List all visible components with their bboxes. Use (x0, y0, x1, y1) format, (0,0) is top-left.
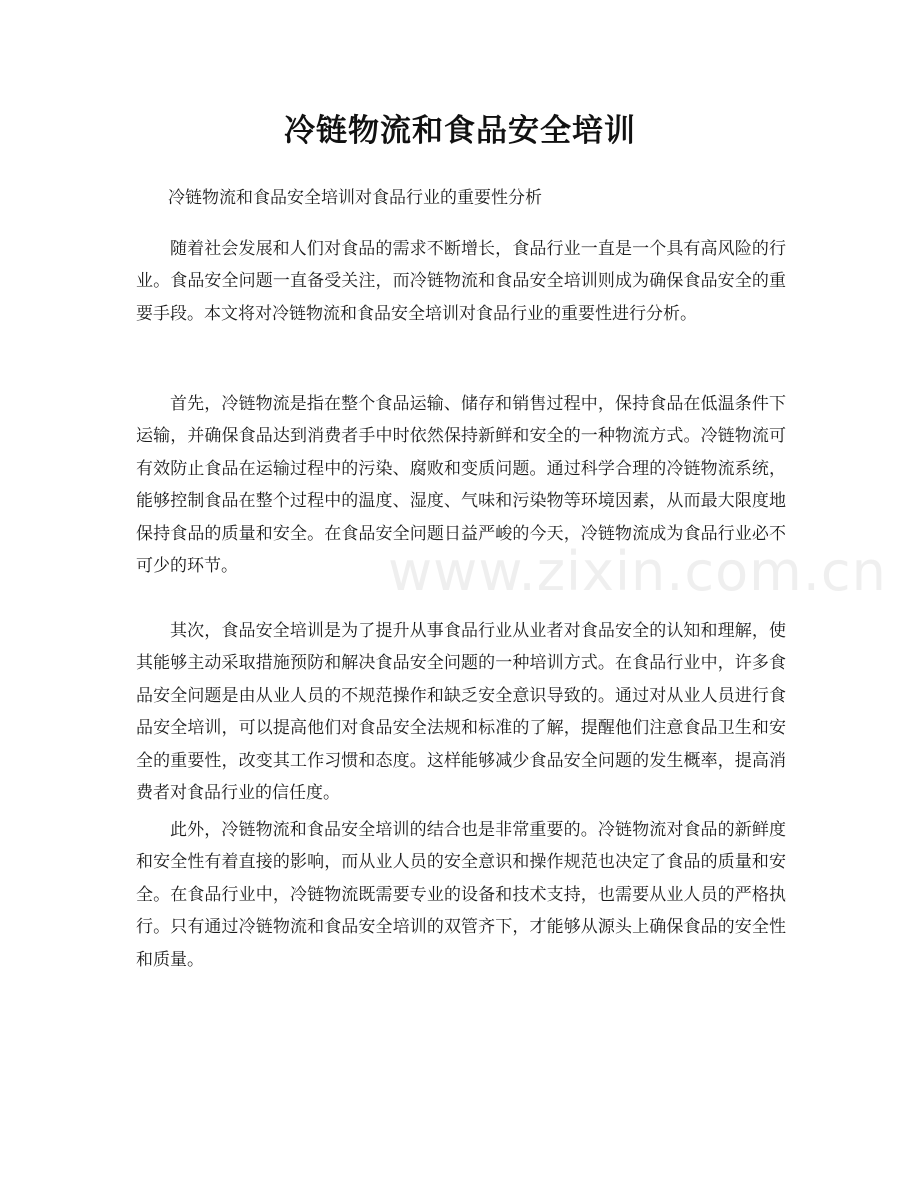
watermark: www.zixin.com.cn (388, 540, 887, 603)
paragraph-cold-chain: 首先，冷链物流是指在整个食品运输、储存和销售过程中，保持食品在低温条件下运输，并确保食品达到消费者手中时依然保持新鲜和安全的一种物流方式。冷链物流可有效防止食品在运输过程中的污染、腐败和变质问题。通过科学合理的冷链物流系统，能够控制食品在整个过程中的温度、湿度、气味和污染物等环境因素，从而最大限度地保持食品的质量和安全。在食品安全问题日益严峻的今天，冷链物流成为食品行业必不可少的环节。 (136, 394, 786, 577)
paragraph-intro: 随着社会发展和人们对食品的需求不断增长，食品行业一直是一个具有高风险的行业。食品安全问题一直备受关注，而冷链物流和食品安全培训则成为确保食品安全的重要手段。本文将对冷链物流和食品安全培训对食品行业的重要性进行分析。 (136, 239, 786, 324)
document-subtitle: 冷链物流和食品安全培训对食品行业的重要性分析 (168, 188, 542, 208)
paragraph-combination: 此外，冷链物流和食品安全培训的结合也是非常重要的。冷链物流对食品的新鲜度和安全性有着直接的影响，而从业人员的安全意识和操作规范也决定了食品的质量和安全。在食品行业中，冷链物流既需要专业的设备和技术支持，也需要从业人员的严格执行。只有通过冷链物流和食品安全培训的双管齐下，才能够从源头上确保食品的安全性和质量。 (136, 820, 786, 970)
paragraph-training: 其次，食品安全培训是为了提升从事食品行业从业者对食品安全的认知和理解，使其能够主动采取措施预防和解决食品安全问题的一种培训方式。在食品行业中，许多食品安全问题是由从业人员的不规范操作和缺乏安全意识导致的。通过对从业人员进行食品安全培训，可以提高他们对食品安全法规和标准的了解，提醒他们注意食品卫生和安全的重要性，改变其工作习惯和态度。这样能够减少食品安全问题的发生概率，提高消费者对食品行业的信任度。 (136, 621, 786, 804)
document-title: 冷链物流和食品安全培训 (284, 113, 636, 149)
